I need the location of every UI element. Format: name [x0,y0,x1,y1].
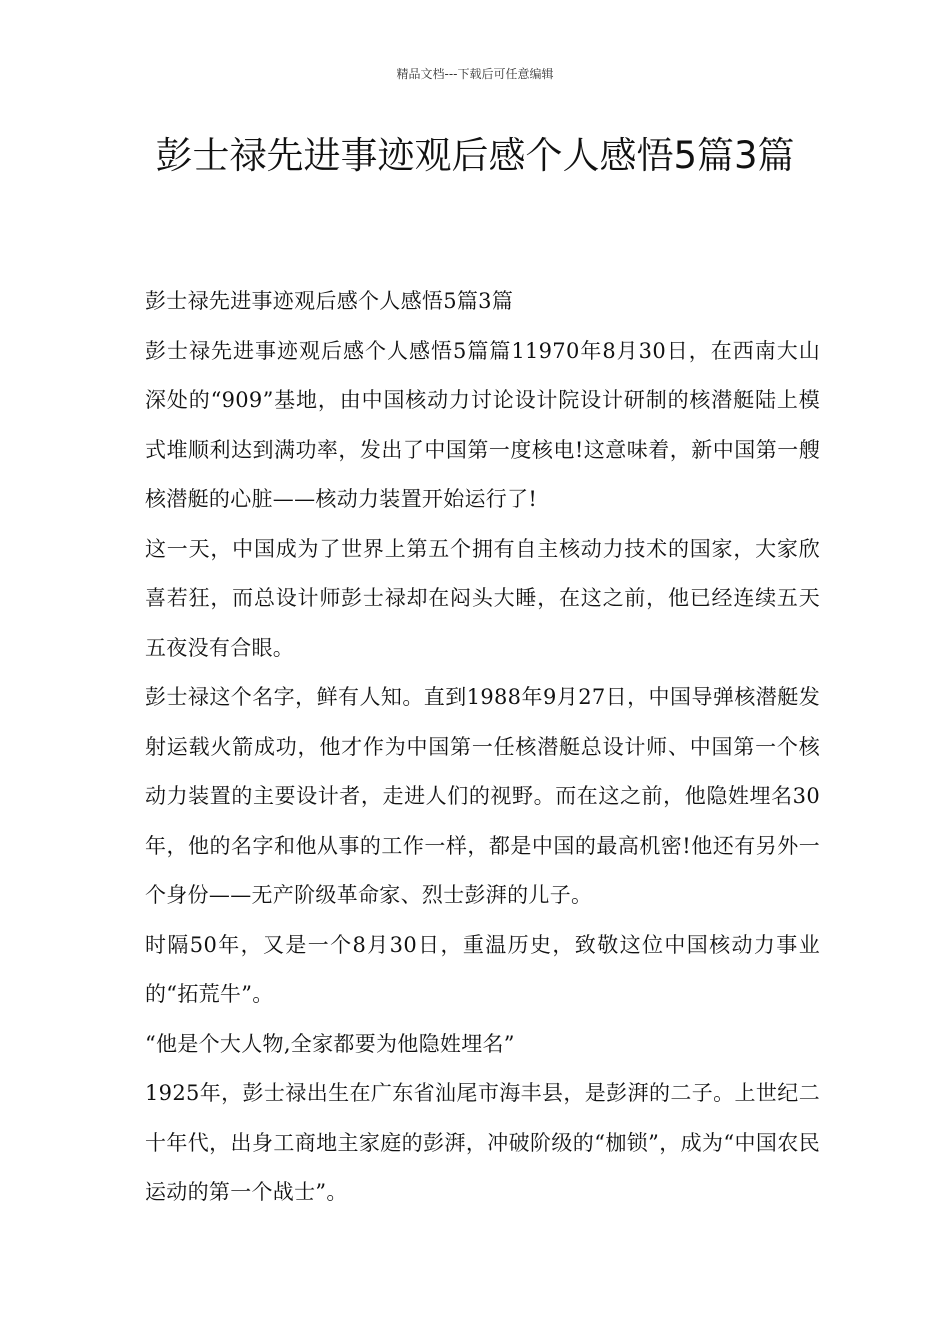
paragraph-5: 时隔50年，又是一个8月30日，重温历史，致敬这位中国核动力事业的“拓荒牛”。 [145,932,820,1006]
paragraph-3: 这一天，中国成为了世界上第五个拥有自主核动力技术的国家，大家欣喜若狂，而总设计师彭士禄却在闷头大睡，在这之前，他已经连续五天五夜没有合眼。 [145,536,820,660]
paragraph-7: 1925年，彭士禄出生在广东省汕尾市海丰县，是彭湃的二子。上世纪二十年代，出身工商地主家庭的彭湃，冲破阶级的“枷锁”，成为“中国农民运动的第一个战士”。 [145,1081,820,1204]
paragraph-1: 彭士禄先进事迹观后感个人感悟5篇3篇 [145,289,514,313]
document-body [145,277,820,1218]
header-note: 精品文档---下载后可任意编辑 [396,67,554,81]
document-title: 彭士禄先进事迹观后感个人感悟5篇3篇 [155,134,795,177]
paragraph-4: 彭士禄这个名字，鲜有人知。直到1988年9月27日，中国导弹核潜艇发射运载火箭成功，他才作为中国第一任核潜艇总设计师、中国第一个核动力装置的主要设计者，走进人们的视野。而在这之前，他隐姓埋名30年，他的名字和他从事的工作一样，都是中国的最高机密!他还有另外一个身份——无产阶级革命家、烈士彭湃的儿子。 [145,685,820,907]
paragraph-6: “他是个大人物,全家都要为他隐姓埋名” [145,1031,515,1056]
paragraph-2: 彭士禄先进事迹观后感个人感悟5篇篇11970年8月30日，在西南大山深处的“909”基地，由中国核动力讨论设计院设计研制的核潜艇陆上模式堆顺利达到满功率，发出了中国第一度核电!这意味着，新中国第一艘核潜艇的心脏——核动力装置开始运行了! [145,338,820,511]
